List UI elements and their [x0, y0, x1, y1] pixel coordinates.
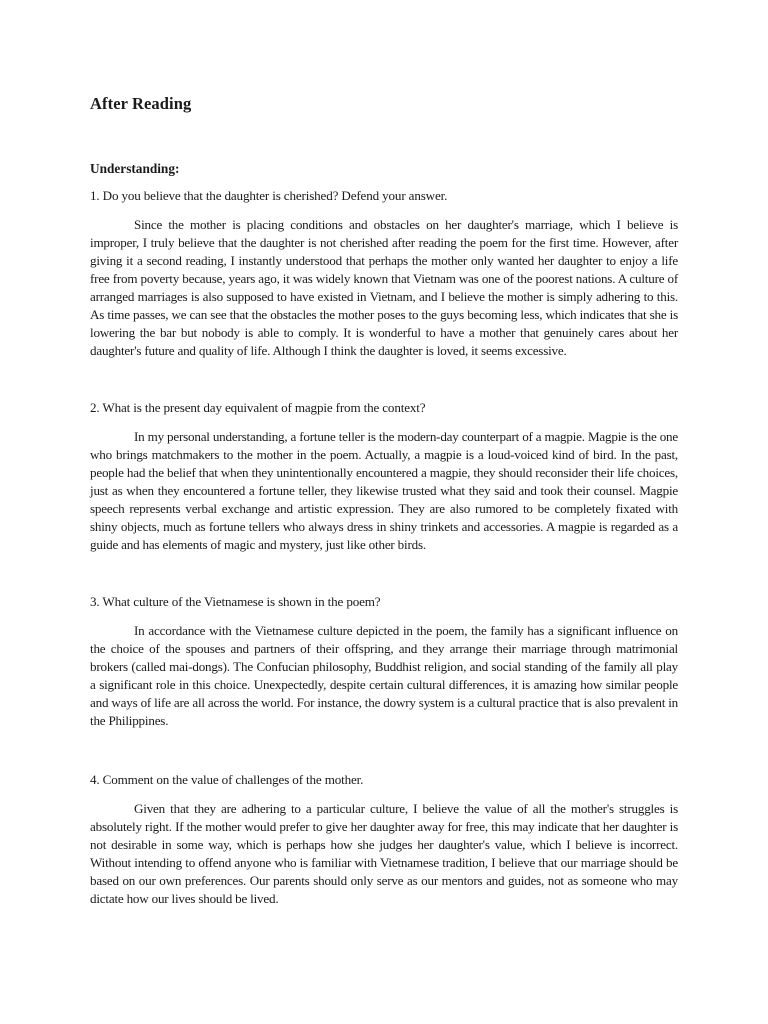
- answer-3: In accordance with the Vietnamese culture depicted in the poem, the family has a significant influence on the choice of the spouses and partners of their offspring, and they arrange their marriage through matrimonial brokers (called mai-dongs). The Confucian philosophy, Buddhist religion, and social standing of the family all play a significant role in this choice. Unexpectedly, despite certain cultural differences, it is amazing how similar people and ways of life are all across the world. For instance, the dowry system is a cultural practice that is also prevalent in the Philippines.: [90, 623, 678, 728]
- question-block-3: [90, 593, 678, 730]
- question-1: 1. Do you believe that the daughter is cherished? Defend your answer.: [90, 188, 448, 203]
- spacer: [90, 730, 678, 771]
- document-content: [90, 92, 678, 908]
- page-title: After Reading: [90, 94, 192, 113]
- answer-1: Since the mother is placing conditions and obstacles on her daughter's marriage, which I believe is improper, I truly believe that the daughter is not cherished after reading the poem for the first time. However, after giving it a second reading, I instantly understood that perhaps the mother only wanted her daughter to enjoy a life free from poverty because, years ago, it was widely known that Vietnam was one of the poorest nations. A culture of arranged marriages is also supposed to have existed in Vietnam, and I believe the mother is simply adhering to this. As time passes, we can see that the obstacles the mother poses to the guys becoming less, which indicates that she is lowering the bar but nobody is able to comply. It is wonderful to have a mother that genuinely cares about her daughter's future and quality of life. Although I think the daughter is loved, it seems excessive.: [90, 217, 678, 358]
- question-block-2: [90, 399, 678, 554]
- spacer: [90, 554, 678, 593]
- question-block-1: [90, 187, 678, 360]
- section-heading: Understanding:: [90, 161, 180, 176]
- question-2: 2. What is the present day equivalent of magpie from the context?: [90, 400, 426, 415]
- question-block-4: [90, 771, 678, 908]
- question-4: 4. Comment on the value of challenges of the mother.: [90, 772, 364, 787]
- answer-4: Given that they are adhering to a particular culture, I believe the value of all the mother's struggles is absolutely right. If the mother would prefer to give her daughter away for free, this may indicate that her daughter is not desirable in some way, which is perhaps how she judges her daughter's value, which I believe is incorrect. Without intending to offend anyone who is familiar with Vietnamese tradition, I believe that our marriage should be based on our own preferences. Our parents should only serve as our mentors and guides, not as someone who may dictate how our lives should be lived.: [90, 801, 678, 906]
- question-3: 3. What culture of the Vietnamese is shown in the poem?: [90, 594, 381, 609]
- answer-2: In my personal understanding, a fortune teller is the modern-day counterpart of a magpie. Magpie is the one who brings matchmakers to the mother in the poem. Actually, a magpie is a loud-voiced kind of bird. In the past, people had the belief that when they unintentionally encountered a magpie, they should reconsider their life choices, just as when they encountered a fortune teller, they likewise trusted what they said and took their counsel. Magpie speech represents verbal exchange and artistic expression. They are also rumored to be completely fixated with shiny objects, much as fortune tellers who always dress in shiny trinkets and accessories. A magpie is regarded as a guide and has elements of magic and mystery, just like other birds.: [90, 429, 678, 552]
- spacer: [90, 360, 678, 399]
